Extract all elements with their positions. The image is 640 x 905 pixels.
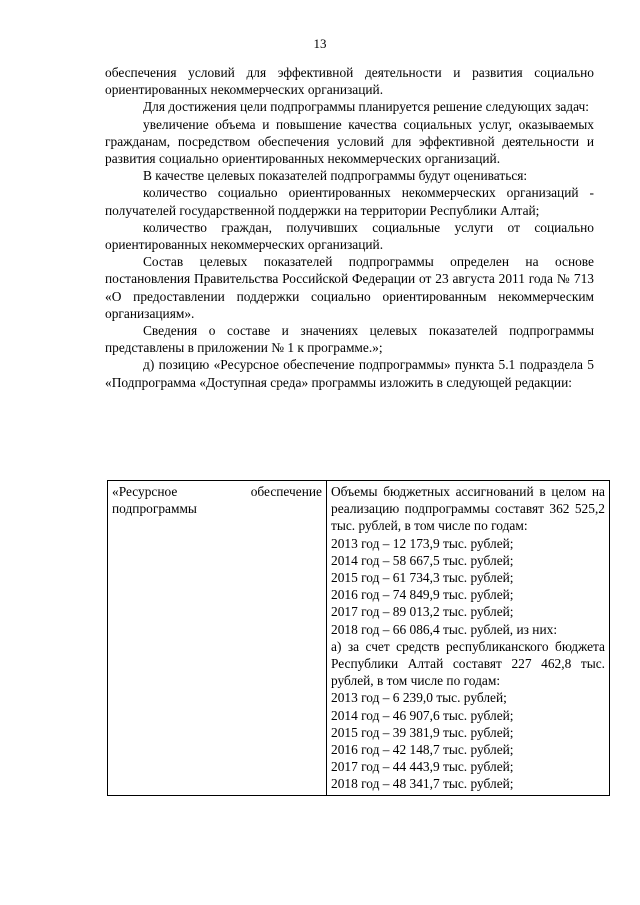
table-row xyxy=(108,481,610,796)
paragraph: В качестве целевых показателей подпрограммы будут оцениваться: xyxy=(143,168,528,184)
paragraph: количество социально ориентированных некоммерческих организаций - получателей государственной поддержки на территории Республики Алтай; xyxy=(105,185,594,218)
year-total-line: 2015 год – 61 734,3 тыс. рублей; xyxy=(331,570,514,586)
year-total-line: 2016 год – 74 849,9 тыс. рублей; xyxy=(331,587,514,603)
paragraph: Сведения о составе и значениях целевых показателей подпрограммы представлены в приложении № 1 к программе.»; xyxy=(105,323,594,356)
page-number: 13 xyxy=(313,36,327,51)
paragraph: увеличение объема и повышение качества социальных услуг, оказываемых гражданам, посредством обеспечения условий для эффективной деятельности и развития социально ориентированных некоммерческих организаций. xyxy=(105,116,594,167)
year-republic-line: 2017 год – 44 443,9 тыс. рублей; xyxy=(331,759,514,775)
paragraph: обеспечения условий для эффективной деятельности и развития социально ориентированных некоммерческих организаций. xyxy=(105,65,594,98)
table-cell-label xyxy=(108,481,327,796)
year-republic-line: 2016 год – 42 148,7 тыс. рублей; xyxy=(331,742,514,758)
table-cell-content xyxy=(327,481,610,796)
year-republic-line: 2018 год – 48 341,7 тыс. рублей; xyxy=(331,776,514,792)
year-total-line: 2018 год – 66 086,4 тыс. рублей, из них: xyxy=(331,621,558,637)
year-total-line: 2013 год – 12 173,9 тыс. рублей; xyxy=(331,535,514,551)
year-republic-line: 2013 год – 6 239,0 тыс. рублей; xyxy=(331,690,507,706)
year-republic-line: 2014 год – 46 907,6 тыс. рублей; xyxy=(331,707,514,723)
republic-intro: а) за счет средств республиканского бюджета Республики Алтай составят 227 462,8 тыс. рублей, в том числе по годам: xyxy=(331,638,605,689)
body-text xyxy=(105,64,594,391)
year-total-line: 2014 год – 58 667,5 тыс. рублей; xyxy=(331,552,514,568)
resource-label: «Ресурсное обеспечение подпрограммы xyxy=(112,484,322,517)
resource-table xyxy=(107,480,610,796)
paragraph: Для достижения цели подпрограммы планируется решение следующих задач: xyxy=(143,99,589,115)
paragraph: количество граждан, получивших социальные услуги от социально ориентированных некоммерческих организаций. xyxy=(105,219,594,253)
total-intro: Объемы бюджетных ассигнований в целом на реализацию подпрограммы составят 362 525,2 тыс. рублей, в том числе по годам: xyxy=(331,484,605,534)
year-republic-line: 2015 год – 39 381,9 тыс. рублей; xyxy=(331,724,514,740)
paragraph: д) позицию «Ресурсное обеспечение подпрограммы» пункта 5.1 подраздела 5 «Подпрограмма «Доступная среда» программы изложить в следующей редакции: xyxy=(105,357,594,390)
paragraph: Состав целевых показателей подпрограммы определен на основе постановления Правительства Российской Федерации от 23 августа 2011 года № 713 «О предоставлении поддержки социально ориентированным некоммерческим организациям». xyxy=(105,254,594,321)
year-total-line: 2017 год – 89 013,2 тыс. рублей; xyxy=(331,604,514,620)
